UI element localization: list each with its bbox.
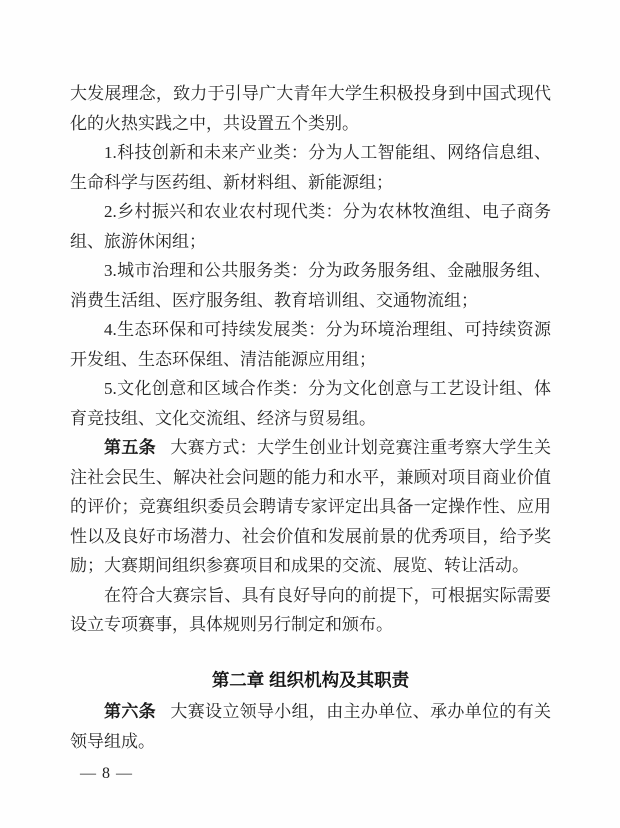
body-paragraph: 5.文化创意和区域合作类：分为文化创意与工艺设计组、体育竞技组、文化交流组、经济与贸易组。: [70, 379, 551, 428]
body-paragraph: 在符合大赛宗旨、具有良好导向的前提下，可根据实际需要设立专项赛事，具体规则另行制定和颁布。: [70, 585, 551, 634]
body-paragraph: 大发展理念，致力于引导广大青年大学生积极投身到中国式现代化的火热实践之中，共设置五个类别。: [70, 84, 551, 133]
article-paragraph: [70, 433, 551, 581]
body-paragraph: 2.乡村振兴和农业农村现代类：分为农林牧渔组、电子商务组、旅游休闲组；: [70, 202, 551, 251]
document-body: [70, 79, 551, 756]
article-number-label: 第五条: [104, 438, 156, 457]
article-number-label: 第六条: [104, 702, 156, 721]
body-paragraph: 4.生态环保和可持续发展类：分为环境治理组、可持续资源开发组、生态环保组、清洁能源应用组；: [70, 320, 551, 369]
article-text: 大赛方式：大学生创业计划竞赛注重考察大学生关注社会民生、解决社会问题的能力和水平，兼顾对项目商业价值的评价；竞赛组织委员会聘请专家评定出具备一定操作性、应用性以及良好市场潜力、社会价值和发展前景的优秀项目，给予奖励；大赛期间组织参赛项目和成果的交流、展览、转让活动。: [70, 438, 552, 575]
page-number: — 8 —: [80, 765, 133, 782]
body-paragraph: 3.城市治理和公共服务类：分为政务服务组、金融服务组、消费生活组、医疗服务组、教育培训组、交通物流组；: [70, 261, 551, 310]
chapter-heading: 第二章 组织机构及其职责: [211, 669, 410, 690]
body-paragraph: 1.科技创新和未来产业类：分为人工智能组、网络信息组、生命科学与医药组、新材料组、新能源组；: [70, 143, 551, 192]
article-text: 大赛设立领导小组，由主办单位、承办单位的有关领导组成。: [70, 702, 552, 751]
article-paragraph: [70, 697, 551, 756]
